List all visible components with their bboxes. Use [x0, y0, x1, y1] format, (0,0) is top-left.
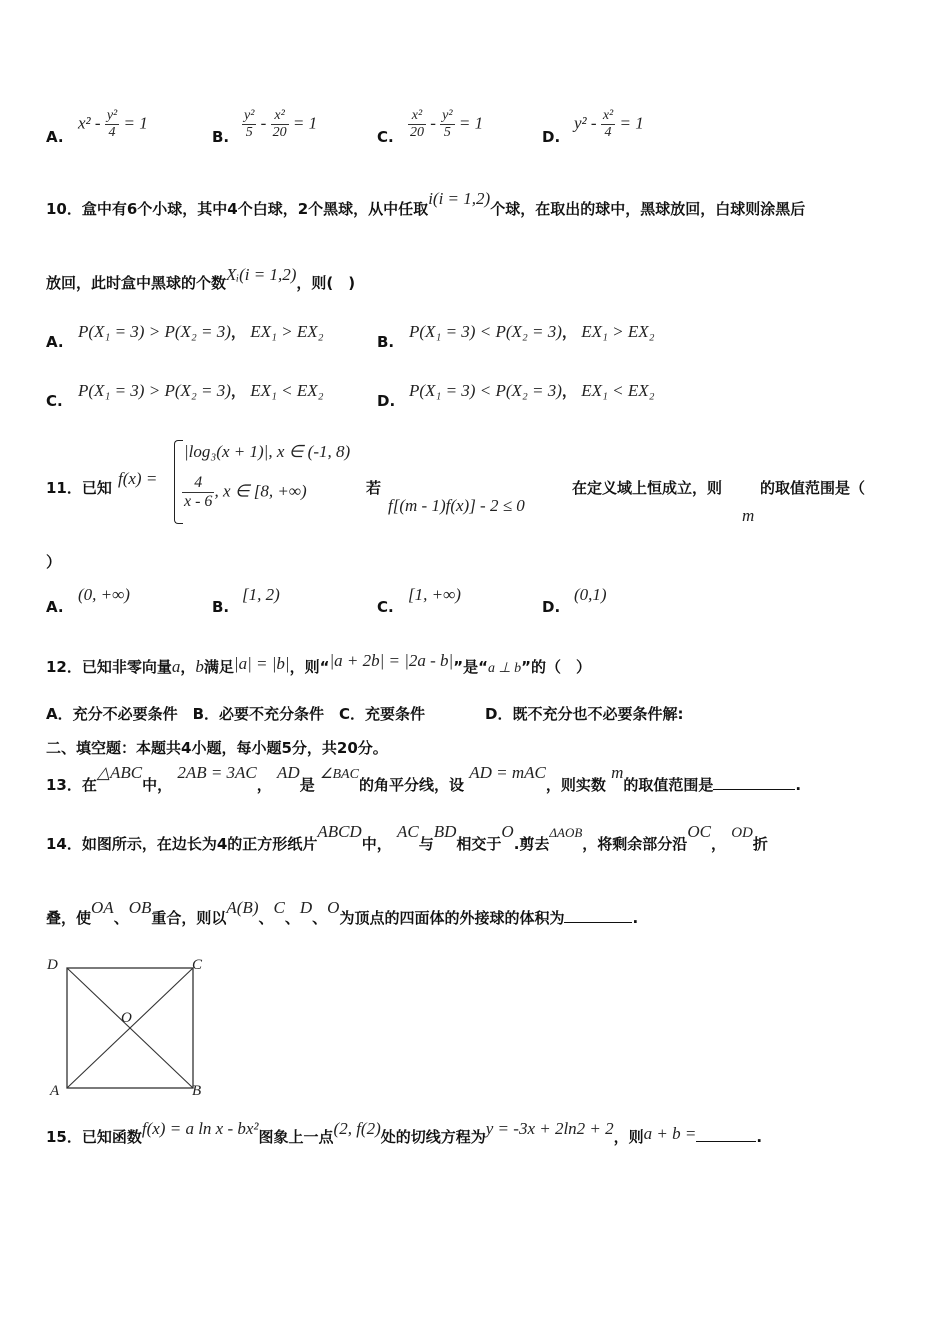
q14-text-2: 中，	[361, 835, 392, 853]
q10-option-d-label: D.	[377, 392, 396, 410]
q14-c: C	[273, 898, 285, 917]
q12-a: a	[171, 657, 181, 676]
fig-label-d: D	[47, 957, 58, 973]
q14-l2-text: 叠，使	[46, 909, 92, 927]
q14-text-7: ，	[710, 835, 726, 853]
q12-cond2: |a + 2b| = |2a - b|	[329, 651, 454, 670]
q12-options: A．充分不必要条件 B．必要不充分条件 C．充要条件 D．既不充分也不必要条件解:	[46, 705, 684, 723]
q11-ruo: 若	[366, 479, 382, 497]
q14-od: OD	[731, 825, 753, 841]
q14-aob: ΔAOB	[549, 825, 583, 840]
q10-option-c-label: C.	[46, 392, 63, 410]
q13-ad: AD	[277, 763, 300, 782]
q14-text-4: 相交于	[456, 835, 502, 853]
q13-text-6: ，则实数	[545, 776, 606, 794]
q13-eq: 2AB = 3AC	[177, 763, 257, 782]
q9-option-d-label: D.	[542, 128, 561, 146]
q13-text-4: 是	[299, 776, 315, 794]
q15-tangent: y = -3x + 2ln2 + 2	[485, 1119, 614, 1138]
q15-text: 15．已知函数	[46, 1128, 142, 1146]
q11-option-d-expr: (0,1)	[574, 585, 607, 604]
q14-oc: OC	[687, 822, 711, 841]
q12-cond1: |a| = |b|	[233, 654, 290, 673]
q10-option-b-expr: P(X₁ = 3) < P(X₂ = 3)， EX₁ > EX₂	[409, 322, 655, 341]
q15-line	[46, 1119, 910, 1147]
q11-option-c-expr: [1, +∞)	[408, 585, 461, 604]
q10-math-x: Xᵢ(i = 1,2)	[226, 265, 297, 284]
q14-line1	[46, 822, 910, 854]
q12-text: 12．已知非零向量	[46, 658, 172, 676]
q14-l2-sep: 、	[113, 909, 129, 927]
q15-fx: f(x) = a ln x - bx²	[141, 1119, 259, 1138]
q11-m: m	[742, 506, 755, 525]
q11-option-b-label: B.	[212, 598, 230, 616]
q10-text: 10．盒中有6个小球，其中4个白球，2个黑球，从中任取	[46, 200, 429, 218]
q10-option-c-expr: P(X₁ = 3) > P(X₂ = 3)， EX₁ < EX₂	[78, 381, 324, 400]
fig-label-c: C	[192, 957, 203, 973]
q13-text: 13．在	[46, 776, 97, 794]
q14-o: O	[501, 822, 514, 841]
q14-text-8: 折	[752, 835, 768, 853]
q11-option-a-expr: (0, +∞)	[78, 585, 130, 604]
q10-option-a-label: A.	[46, 333, 64, 351]
q12-text-4: ”是“	[453, 658, 488, 676]
q14-text-3: 与	[418, 835, 434, 853]
q12-text-2: 满足	[203, 658, 234, 676]
q9-option-c-label: C.	[377, 128, 394, 146]
q14-l2-text-3: 为顶点的四面体的外接球的体积为	[339, 909, 565, 927]
q10-option-a-expr: P(X₁ = 3) > P(X₂ = 3)， EX₁ > EX₂	[78, 322, 324, 341]
q12-text-3: ，则“	[289, 658, 330, 676]
q15-text-3: 处的切线方程为	[380, 1128, 486, 1146]
q14-l2-sep-3: 、	[284, 909, 300, 927]
section2-heading: 二、填空题：本题共4小题，每小题5分，共20分。	[46, 739, 388, 757]
q10-line1	[46, 189, 910, 219]
q14-abcd: ABCD	[317, 822, 362, 841]
q14-end: .	[632, 909, 639, 927]
q11-option-d-label: D.	[542, 598, 561, 616]
q14-text-6: ，将剩余部分沿	[582, 835, 688, 853]
q10-option-b-label: B.	[377, 333, 395, 351]
q10-math-i: i(i = 1,2)	[428, 189, 491, 208]
q11-option-b-expr: [1, 2)	[242, 585, 280, 604]
q13-end: .	[795, 776, 802, 794]
q14-square-figure	[40, 950, 220, 1100]
q15-ab: a + b =	[643, 1124, 697, 1143]
q14-ac: AC	[396, 822, 419, 841]
q14-text: 14．如图所示，在边长为4的正方形纸片	[46, 835, 318, 853]
q14-line2	[46, 898, 910, 928]
q12-b: b	[195, 657, 204, 676]
q10-option-d-expr: P(X₁ = 3) < P(X₂ = 3)， EX₁ < EX₂	[409, 381, 655, 400]
q11-fx: f(x) =	[118, 469, 158, 488]
q13-triangle: △ABC	[96, 763, 143, 782]
q14-ob: OB	[128, 898, 152, 917]
q14-l2-text-2: 重合，则以	[151, 909, 227, 927]
q15-point: (2, f(2)	[333, 1119, 381, 1138]
q11-tail: 的取值范围是（	[760, 479, 866, 497]
q14-d: D	[299, 898, 313, 917]
q10-text-3: 放回，此时盒中黑球的个数	[46, 274, 227, 292]
q12-line	[46, 651, 910, 677]
q11-option-c-label: C.	[377, 598, 394, 616]
q9-option-a-label: A.	[46, 128, 64, 146]
q11-case1: |log₃(x + 1)|, x ∈ (-1, 8)	[184, 442, 351, 461]
fig-label-a: A	[50, 1083, 60, 1099]
q13-text-2: 中，	[142, 776, 173, 794]
q11-prefix: 11．已知	[46, 479, 112, 497]
q10-line2	[46, 265, 910, 293]
q13-text-7: 的取值范围是	[623, 776, 714, 794]
q15-text-2: 图象上一点	[258, 1128, 334, 1146]
q14-answer-blank[interactable]	[564, 922, 632, 923]
q12-sep: ，	[180, 658, 196, 676]
q11-close: ）	[46, 553, 62, 571]
q14-ab: A(B)	[226, 898, 259, 917]
q11-condition: f[(m - 1)f(x)] - 2 ≤ 0	[388, 496, 525, 515]
q14-text-5: .剪去	[513, 835, 550, 853]
q11-mid: 在定义域上恒成立，则	[572, 479, 723, 497]
q15-answer-blank[interactable]	[696, 1141, 756, 1142]
q14-l2-sep-2: 、	[258, 909, 274, 927]
q15-text-4: ，则	[613, 1128, 644, 1146]
q13-line	[46, 763, 910, 795]
q9-option-c-expr: $\frac{\text{x²}}{20}$ - $\frac{\text{y²}}{5}$ = 1	[410, 108, 484, 140]
q11-option-a-label: A.	[46, 598, 64, 616]
q9-option-b-label: B.	[212, 128, 230, 146]
q13-text-3: ，	[256, 776, 272, 794]
q14-bd: BD	[433, 822, 457, 841]
q10-text-2: 个球，在取出的球中，黑球放回，白球则涂黑后	[490, 200, 806, 218]
q15-end: .	[756, 1128, 763, 1146]
q14-l2-sep-4: 、	[312, 909, 328, 927]
q13-answer-blank[interactable]	[713, 789, 795, 790]
q9-option-b-expr: $\frac{\text{y²}}{5}$ - $\frac{\text{x²}}{20}$ = 1	[244, 108, 318, 140]
fig-label-o: O	[121, 1010, 132, 1026]
q13-eq2: AD = mAC	[469, 763, 546, 782]
q13-angle: ∠BAC	[319, 767, 359, 782]
q14-oa: OA	[91, 898, 114, 917]
q13-text-5: 的角平分线，设	[358, 776, 464, 794]
q12-text-5: ”的（ ）	[521, 658, 592, 676]
q14-o2: O	[327, 898, 340, 917]
q9-option-a-expr: x² - $\frac{\text{y²}}{4}$ = 1	[78, 108, 148, 140]
q9-option-d-expr: y² - $\frac{\text{x²}}{4}$ = 1	[574, 108, 644, 140]
q13-m: m	[611, 763, 624, 782]
q12-cond3: a ⊥ b	[487, 661, 522, 676]
fig-label-b: B	[192, 1083, 202, 1099]
q10-text-4: ，则( )	[296, 274, 356, 292]
q11-case2: $\frac{4}{x - 6}$ , x ∈ [8, +∞)	[184, 474, 307, 510]
